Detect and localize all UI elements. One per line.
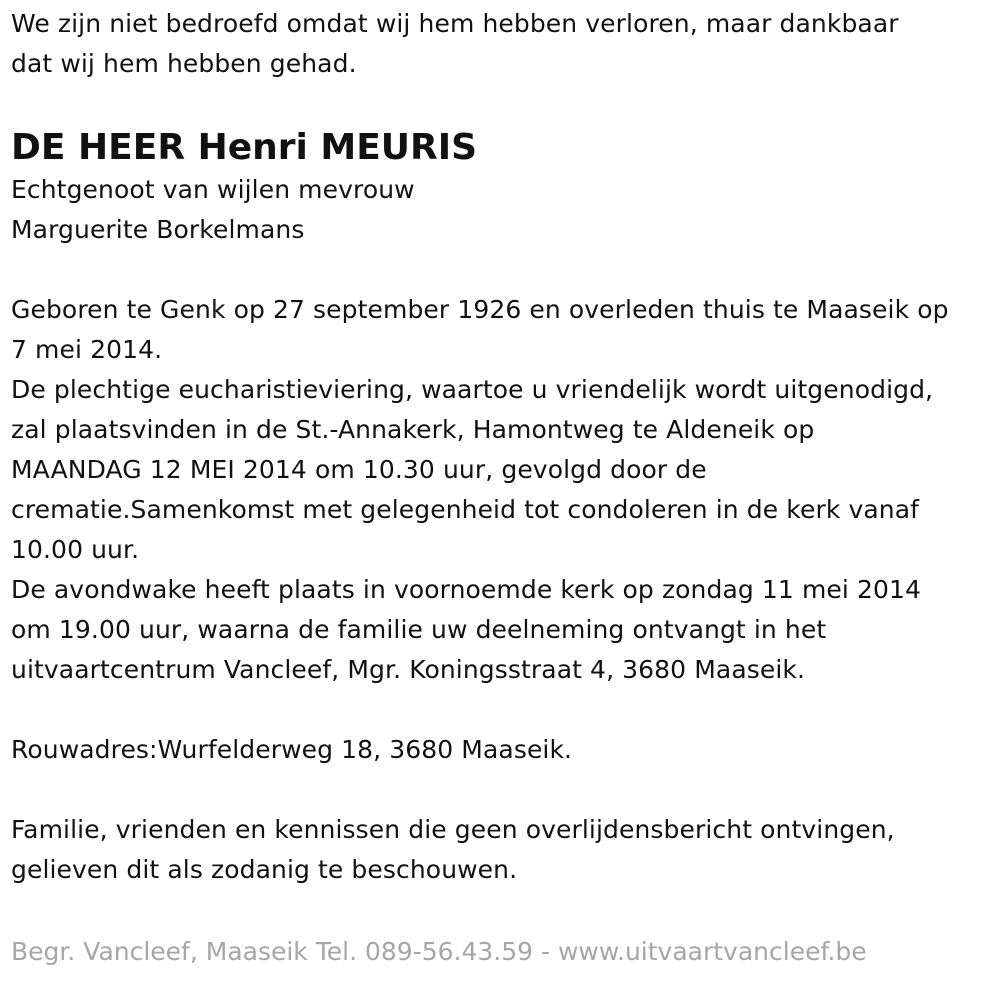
- spacer: [11, 770, 996, 810]
- detail-line: crematie.Samenkomst met gelegenheid tot condoleren in de kerk vanaf: [11, 495, 920, 524]
- quote-line: dat wij hem hebben gehad.: [11, 49, 357, 78]
- spacer: [11, 690, 996, 730]
- detail-line: 10.00 uur.: [11, 535, 140, 564]
- detail-line: De avondwake heeft plaats in voornoemde kerk op zondag 11 mei 2014: [11, 575, 922, 604]
- opening-quote: [11, 4, 996, 84]
- mourning-address: Rouwadres:Wurfelderweg 18, 3680 Maaseik.: [11, 735, 573, 764]
- notice-line: gelieven dit als zodanig te beschouwen.: [11, 855, 518, 884]
- quote-line: We zijn niet bedroefd omdat wij hem hebben verloren, maar dankbaar: [11, 9, 899, 38]
- obituary-notice: [11, 4, 996, 890]
- deceased-name: DE HEER Henri MEURIS: [11, 127, 478, 168]
- detail-line: om 19.00 uur, waarna de familie uw deelneming ontvangt in het: [11, 615, 827, 644]
- service-details: [11, 290, 996, 690]
- detail-line: uitvaartcentrum Vancleef, Mgr. Koningsstraat 4, 3680 Maaseik.: [11, 655, 806, 684]
- notification-notice: [11, 810, 996, 890]
- funeral-home-footer: Begr. Vancleef, Maaseik Tel. 089-56.43.59 - www.uitvaartvancleef.be: [11, 937, 867, 966]
- detail-line: De plechtige eucharistieviering, waartoe u vriendelijk wordt uitgenodigd,: [11, 375, 934, 404]
- spouse-info: [11, 170, 996, 250]
- detail-line: 7 mei 2014.: [11, 335, 163, 364]
- detail-line: zal plaatsvinden in de St.-Annakerk, Hamontweg te Aldeneik op: [11, 415, 815, 444]
- detail-line: Geboren te Genk op 27 september 1926 en overleden thuis te Maaseik op: [11, 295, 949, 324]
- spouse-line: Marguerite Borkelmans: [11, 215, 305, 244]
- spacer: [11, 250, 996, 290]
- detail-line: MAANDAG 12 MEI 2014 om 10.30 uur, gevolgd door de: [11, 455, 707, 484]
- notice-line: Familie, vrienden en kennissen die geen overlijdensbericht ontvingen,: [11, 815, 895, 844]
- spouse-line: Echtgenoot van wijlen mevrouw: [11, 175, 415, 204]
